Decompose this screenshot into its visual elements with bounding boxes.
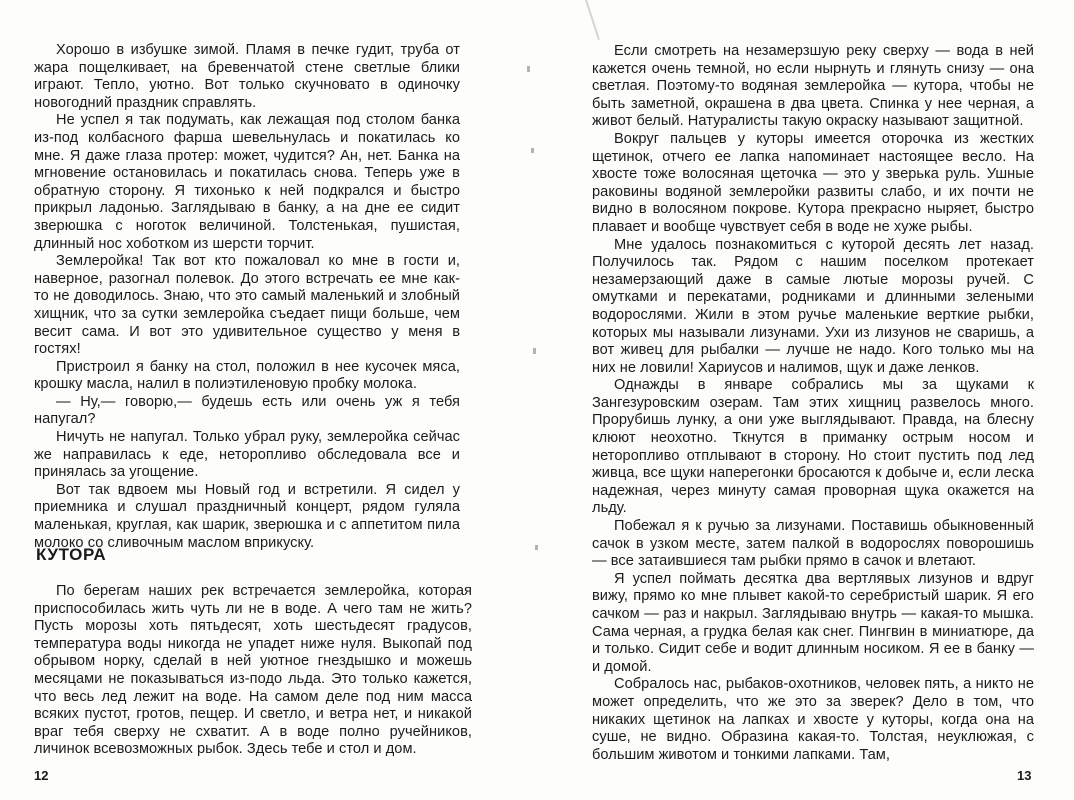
right-page xyxy=(537,0,1074,800)
paragraph: Вот так вдвоем мы Новый год и встретили. Я сидел у приемника и слушал праздничный концерт, рядом гуляла маленькая, круглая, как шарик, зверюшка и с аппетитом пила молоко со сливочным маслом вприкуску. xyxy=(34,481,460,551)
paragraph: Вокруг пальцев у куторы имеется оторочка из жестких щетинок, отчего ее лапка напоминает настоящее весло. На хвосте тоже волосяная щеточка — это у зверька руль. Ушные раковины водяной землеройки развиты слабо, и их почти не видно в волосяном покрове. Кутора прекрасно ныряет, быстро плавает и вообще чувствует себя в воде не хуже рыбы. xyxy=(592,130,1034,235)
page-number-right: 13 xyxy=(1017,768,1032,783)
paragraph: Побежал я к ручью за лизунами. Поставишь обыкновенный сачок в узком месте, затем палкой в водорослях поворошишь — все затаившиеся там рыбки прямо в сачок и влетают. xyxy=(592,518,1034,570)
paragraph: Однажды в январе собрались мы за щуками к Зангезуровским озерам. Там этих хищниц развелось много. Прорубишь лунку, а они уже выглядывают. Правда, на блесну клюют неохотно. Ткнутся в приманку острым носом и неторопливо отплывают в сторону. Но стоит пустить под лед живца, все щуки наперегонки бросаются к добыче и, если леска надежная, через минуту самая проворная щука окажется на льду. xyxy=(592,377,1034,517)
right-page-text xyxy=(592,43,1034,764)
paragraph: Хорошо в избушке зимой. Пламя в печке гудит, труба от жара пощелкивает, на бревенчатой стене светлые блики играют. Тепло, уютно. Вот только скучновато в одиночку новогодний праздник справлять. xyxy=(34,42,460,111)
paragraph: По берегам наших рек встречается землеройка, которая приспособилась жить чуть ли не в воде. А чего там не жить? Пусть морозы хоть пятьдесят, хоть шестьдесят градусов, температура воды никогда не упадет ниже нуля. Выкопай под обрывом норку, сделай в ней уютное гнездышко и можешь месяцами не показываться из-подо льда. Это только кажется, что весь лед лежит на воде. На самом деле под ним масса всяких пустот, гротов, пещер. И светло, и ветра нет, и никакой враг тебя сверху не схватит. А в воде полно ручейников, личинок всевозможных рыбок. Здесь тебе и стол и дом. xyxy=(34,583,472,758)
paragraph: Если смотреть на незамерзшую реку сверху — вода в ней кажется очень темной, но если нырнуть и глянуть снизу — она светлая. Поэтому-то водяная землеройка — кутора, чтобы не быть заметной, окрашена в два цвета. Спинка у нее черная, а живот белый. Натуралисты такую окраску называют защитной. xyxy=(592,43,1034,130)
paragraph: Землеройка! Так вот кто пожаловал ко мне в гости и, наверное, разогнал полевок. До этого встречать ее мне как-то не доводилось. Знаю, что это самый маленький и злобный хищник, что за сутки землеройка съедает пищи больше, чем весит сама. И вот это удивительное существо у меня в гостях! xyxy=(34,253,460,358)
left-page-text-intro xyxy=(34,42,460,552)
chapter-heading: КУТОРА xyxy=(36,545,107,564)
paragraph: — Ну,— говорю,— будешь есть или очень уж я тебя напугал? xyxy=(34,393,460,428)
gutter-speck xyxy=(531,148,534,153)
paragraph: Я успел поймать десятка два вертлявых лизунов и вдруг вижу, прямо ко мне плывет какой-то серебристый шарик. Я его сачком — раз и накрыл. Заглядываю внутрь — какая-то мышка. Сама черная, а грудка белая как снег. Пингвин в миниатюре, да и только. Сидит себе и водит длинным носиком. Я ее в банку — и домой. xyxy=(592,570,1034,675)
gutter-speck xyxy=(533,348,536,354)
paragraph: Не успел я так подумать, как лежащая под столом банка из-под колбасного фарша шевельнулась и покатилась ко мне. Я даже глаза протер: может, чудится? Ан, нет. Банка на мгновение остановилась и покатилась снова. Теперь уже в обратную сторону. Я тихонько к ней подкрался и быстро прикрыл ладонью. Заглядываю в банку, а на дне ее сидит зверюшка с ноготок величиной. Толстенькая, пушистая, длинный нос хоботком из шерсти торчит. xyxy=(34,112,460,252)
left-page-text-chapter xyxy=(34,583,472,759)
paragraph: Ничуть не напугал. Только убрал руку, землеройка сейчас же направилась к еде, неторопливо обследовала все и принялась за угощение. xyxy=(34,429,460,481)
paragraph: Собралось нас, рыбаков-охотников, человек пять, а никто не может определить, что же это за зверек? Дело в том, что никаких щетинок на лапках и хвосте у куторы, когда она на суше, не видно. Образина какая-то. Толстая, неуклюжая, с большим животом и тонкими лапками. Там, xyxy=(592,676,1034,763)
paragraph: Пристроил я банку на стол, положил в нее кусочек мяса, крошку масла, налил в полиэтиленовую пробку молока. xyxy=(34,358,460,393)
paragraph: Мне удалось познакомиться с куторой десять лет назад. Получилось так. Рядом с нашим поселком протекает незамерзающий даже в самые лютые морозы ручей. С омутками и перекатами, родниками и длинными зелеными водорослями. Жили в этом ручье маленькие верткие рыбки, которых мы называли лизунами. Ухи из лизунов не сваришь, а вот живец для рыбалки — лучше не надо. Кого только мы на них не ловили! Хариусов и налимов, щук и даже ленков. xyxy=(592,236,1034,376)
gutter-speck xyxy=(527,66,530,72)
page-number-left: 12 xyxy=(34,768,49,783)
